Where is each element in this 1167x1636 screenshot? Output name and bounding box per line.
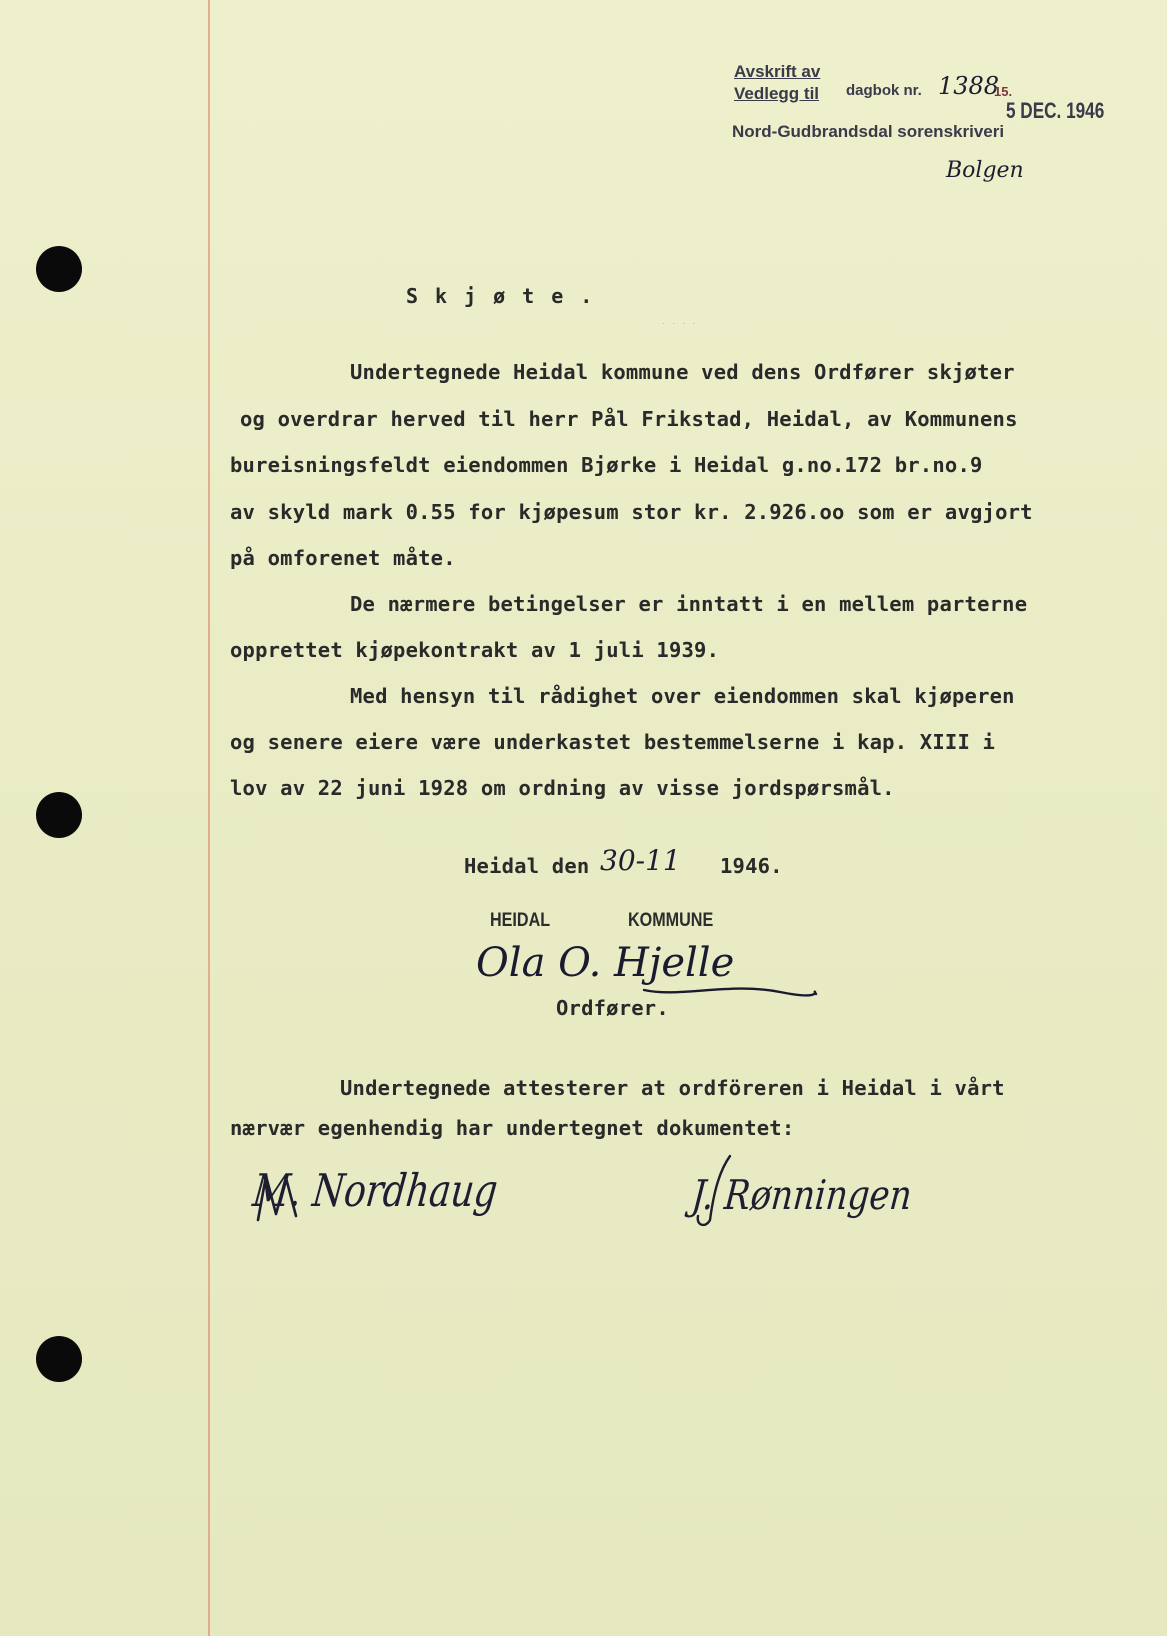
punch-hole-bottom bbox=[36, 1336, 82, 1382]
stamp-dagbok-number: 1388 bbox=[938, 72, 1000, 100]
mayor-signature: Ola O. Hjelle bbox=[476, 940, 735, 986]
place-date-year: 1946. bbox=[720, 854, 783, 878]
attest-line-1: Undertegnede attesterer at ordföreren i Heidal i vårt bbox=[340, 1076, 1005, 1100]
margin-line bbox=[208, 0, 210, 1636]
faint-bleed-text: · · · · bbox=[662, 318, 698, 329]
municipality-stamp-right: KOMMUNE bbox=[628, 910, 714, 931]
witness-signature-2-flourish bbox=[690, 1150, 750, 1230]
body-line-8: Med hensyn til rådighet over eiendommen skal kjøperen bbox=[350, 684, 1015, 708]
witness-signature-1: M. Nordhaug bbox=[250, 1166, 501, 1218]
body-line-2: og overdrar herved til herr Pål Frikstad, Heidal, av Kommunens bbox=[240, 407, 1018, 431]
witness-signature-1-stroke bbox=[252, 1170, 492, 1230]
stamp-dagbok-label: dagbok nr. bbox=[846, 82, 922, 99]
attest-line-2: nærvær egenhendig har undertegnet dokumentet: bbox=[230, 1116, 795, 1140]
stamp-date: 5 DEC. 1946 bbox=[1006, 98, 1105, 123]
stamp-office: Nord-Gudbrandsdal sorenskriveri bbox=[732, 122, 1005, 141]
body-line-6: De nærmere betingelser er inntatt i en mellem parterne bbox=[350, 592, 1028, 616]
stamp-line-vedlegg: Vedlegg til bbox=[734, 84, 820, 103]
place-date-prefix: Heidal den bbox=[464, 854, 590, 878]
body-line-3: bureisningsfeldt eiendommen Bjørke i Heidal g.no.172 br.no.9 bbox=[230, 453, 983, 477]
place-date-handwritten: 30-11 bbox=[600, 844, 681, 877]
signatory-title: Ordfører. bbox=[556, 996, 669, 1020]
body-line-10: lov av 22 juni 1928 om ordning av visse jordspørsmål. bbox=[230, 776, 895, 800]
body-line-1: Undertegnede Heidal kommune ved dens Ordfører skjøter bbox=[350, 360, 1015, 384]
punch-hole-top bbox=[36, 246, 82, 292]
stamp-date-prefix: 15. bbox=[994, 84, 1013, 99]
municipality-stamp-left: HEIDAL bbox=[490, 910, 551, 931]
body-line-7: opprettet kjøpekontrakt av 1 juli 1939. bbox=[230, 638, 720, 662]
body-line-9: og senere eiere være underkastet bestemmelserne i kap. XIII i bbox=[230, 730, 996, 754]
punch-hole-middle bbox=[36, 792, 82, 838]
stamp-handwritten-note: Bolgen bbox=[946, 158, 1024, 183]
stamp-line-avskrift: Avskrift av bbox=[734, 62, 821, 81]
document-title: Skjøte. bbox=[406, 284, 610, 308]
body-line-4: av skyld mark 0.55 for kjøpesum stor kr. 2.926.oo som er avgjort bbox=[230, 500, 1033, 524]
witness-signature-2: J. Rønningen bbox=[689, 1172, 914, 1220]
body-line-5: på omforenet måte. bbox=[230, 546, 456, 570]
